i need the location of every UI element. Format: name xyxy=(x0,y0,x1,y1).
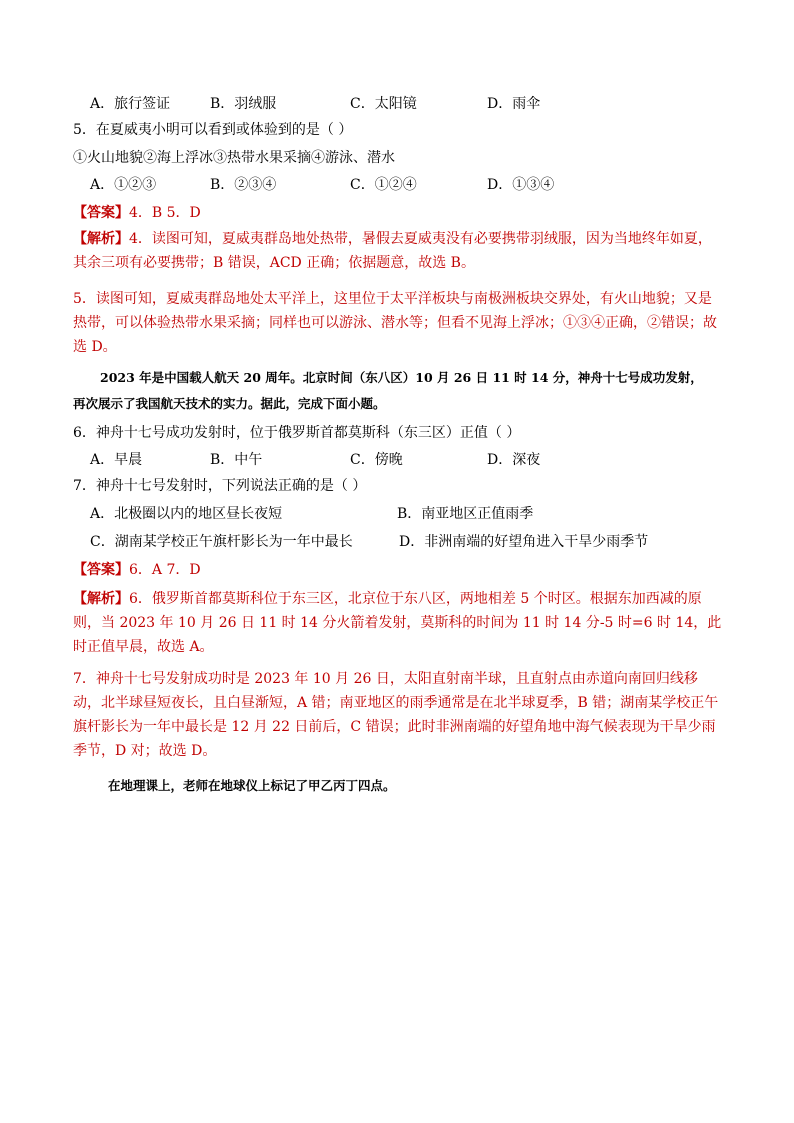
q7-stem: 7．神舟十七号发射时，下列说法正确的是（ ） xyxy=(73,478,367,494)
q7-option-d: D．非洲南端的好望角进入干旱少雨季节 xyxy=(399,534,649,550)
q4-option-c: C．太阳镜 xyxy=(350,96,417,112)
q4-option-a: A．旅行签证 xyxy=(90,96,171,112)
explanation-tag: 【解析】 xyxy=(73,591,129,607)
explanation-tag: 【解析】 xyxy=(73,231,129,247)
answer-tag: 【答案】 xyxy=(73,562,129,578)
answer-tag: 【答案】 xyxy=(73,205,129,221)
q6-stem: 6．神舟十七号成功发射时，位于俄罗斯首都莫斯科（东三区）正值（ ） xyxy=(73,425,521,441)
passage-globe: 在地理课上，老师在地球仪上标记了甲乙丙丁四点。 xyxy=(108,778,396,793)
q4-option-b: B．羽绒服 xyxy=(210,96,277,112)
q7-option-c: C．湖南某学校正午旗杆影长为一年中最长 xyxy=(90,534,353,550)
explanation-4 xyxy=(73,227,723,275)
q5-option-d: D．①③④ xyxy=(487,177,555,193)
q6-option-c: C．傍晚 xyxy=(350,452,403,468)
q7-option-a: A．北极圈以内的地区昼长夜短 xyxy=(90,506,283,522)
q6-option-b: B．中午 xyxy=(210,452,263,468)
explanation-6-text: 6．俄罗斯首都莫斯科位于东三区，北京位于东八区，两地相差 5 个时区。根据东加西减的原则，当 2023 年 10 月 26 日 11 时 14 分火箭着发射，莫斯科的时间为 11 时 14 分-5 时=6 时 14，此时正值早晨，故选 A。 xyxy=(73,591,722,655)
q6-option-a: A．早晨 xyxy=(90,452,143,468)
q4-option-d: D．雨伞 xyxy=(487,96,541,112)
explanation-4-text: 4．读图可知，夏威夷群岛地处热带，暑假去夏威夷没有必要携带羽绒服，因为当地终年如夏，其余三项有必要携带；B 错误，ACD 正确；依据题意，故选 B。 xyxy=(73,231,712,271)
q5-option-b: B．②③④ xyxy=(210,177,277,193)
q5-option-c: C．①②④ xyxy=(350,177,417,193)
q5-option-a: A．①②③ xyxy=(90,177,157,193)
answer-text: 4．B 5．D xyxy=(129,205,201,221)
explanation-7: 7．神舟十七号发射成功时是 2023 年 10 月 26 日，太阳直射南半球，且直射点由赤道向南回归线移动，北半球昼短夜长，且白昼渐短，A 错；南亚地区的雨季通常是在北半球夏季，B 错；湖南某学校正午旗杆影长为一年中最长是 12 月 22 日前后，C 错误；此时非洲南端的好望角地中海气候表现为干旱少雨季节，D 对；故选 D。 xyxy=(73,671,719,759)
q5-items: ①火山地貌②海上浮冰③热带水果采摘④游泳、潜水 xyxy=(73,150,395,166)
passage-shenzhou-line1: 2023 年是中国载人航天 20 周年。北京时间（东八区）10 月 26 日 11 时 14 分，神舟十七号成功发射， xyxy=(100,370,703,385)
q6-option-d: D．深夜 xyxy=(487,452,541,468)
answer-text: 6．A 7．D xyxy=(129,562,201,578)
q7-option-b: B．南亚地区正值雨季 xyxy=(397,506,534,522)
answer-4-5 xyxy=(73,203,201,223)
q5-stem: 5．在夏威夷小明可以看到或体验到的是（ ） xyxy=(73,122,353,138)
answer-6-7 xyxy=(73,560,201,580)
explanation-5: 5．读图可知，夏威夷群岛地处太平洋上，这里位于太平洋板块与南极洲板块交界处，有火山地貌；又是热带，可以体验热带水果采摘；同样也可以游泳、潜水等；但看不见海上浮冰；①③④正确，②错误；故选 D。 xyxy=(73,291,717,355)
passage-shenzhou-line2: 再次展示了我国航天技术的实力。据此，完成下面小题。 xyxy=(73,396,386,411)
explanation-6 xyxy=(73,587,723,659)
